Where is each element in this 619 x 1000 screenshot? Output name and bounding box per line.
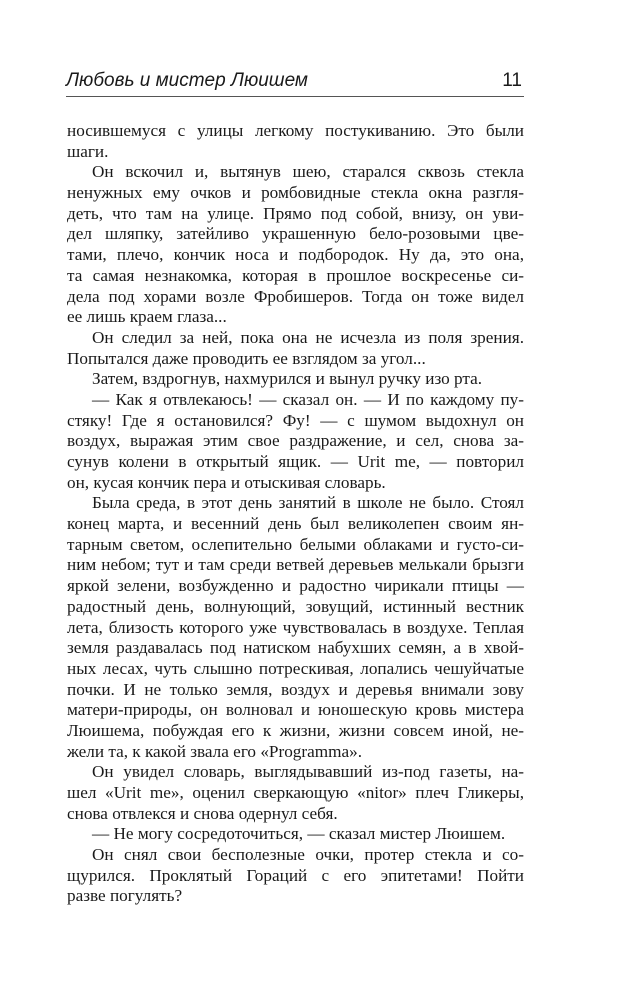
text-line: Он следил за ней, пока она не исчезла из поля зрения.: [92, 327, 524, 347]
text-line: щурился. Проклятый Гораций с его эпитетами! Пойти: [67, 865, 524, 885]
text-line: он, кусая кончик пера и отыскивая словарь.: [67, 472, 386, 492]
text-line: жели та, к какой звала его «Programma».: [67, 741, 362, 761]
text-line: ных лесах, чуть слышно потрескивая, лопались чешуйчатые: [67, 658, 524, 678]
text-line: тарным светом, ослепительно белыми облаками и густо-си-: [67, 534, 524, 554]
running-header: [66, 66, 524, 97]
text-line: разве погулять?: [67, 886, 183, 906]
text-line: стяку! Где я остановился? Фу! — с шумом выдохнул он: [67, 410, 524, 430]
text-line: ненужных ему очков и ромбовидные стекла окна разгля-: [67, 183, 524, 203]
text-line: сунув колени в открытый ящик. — Urit me, — повторил: [67, 452, 524, 471]
text-line: конец марта, и весенний день был великолепен своим ян-: [67, 514, 524, 534]
text-line: ее лишь краем глаза...: [67, 307, 227, 327]
text-line: Попытался даже проводить ее взглядом за угол...: [67, 348, 426, 368]
text-line: ним небом; тут и там среди ветвей деревьев мелькали брызги: [67, 555, 524, 575]
text-line: шел «Urit me», оценил сверкающую «nitor» плеч Гликеры,: [67, 783, 524, 802]
text-line: Люишема, побуждая его к жизни, жизни совсем иной, не-: [67, 720, 524, 740]
text-line: дел шляпку, затейливо украшенную бело-розовыми цве-: [67, 224, 524, 244]
text-line: — Как я отвлекаюсь! — сказал он. — И по каждому пу-: [92, 389, 524, 409]
text-line: воздух, выражая этим свое раздражение, и сел, снова за-: [67, 431, 524, 451]
body-text: [67, 121, 524, 907]
text-line: та самая незнакомка, которая в прошлое воскресенье си-: [67, 265, 524, 285]
page-number: 11: [502, 70, 522, 91]
text-line: матери-природы, он волновал и юношескую кровь мистера: [67, 700, 524, 720]
text-line: дела под хорами возле Фробишеров. Тогда он тоже видел: [67, 286, 524, 306]
text-line: Затем, вздрогнув, нахмурился и вынул ручку изо рта.: [92, 369, 483, 389]
text-line: Была среда, в этот день занятий в школе не было. Стоял: [92, 493, 524, 513]
text-line: шаги.: [67, 141, 109, 161]
text-line: радостный день, волнующий, зовущий, истинный вестник: [67, 596, 524, 616]
text-line: снова отвлекся и снова одернул себя.: [67, 803, 338, 823]
text-line: тами, плечо, кончик носа и подбородок. Ну да, это она,: [67, 245, 524, 265]
text-line: Он снял свои бесполезные очки, протер стекла и со-: [92, 845, 524, 865]
text-line: Он вскочил и, вытянув шею, старался сквозь стекла: [92, 162, 524, 182]
text-line: яркой зелени, возбужденно и радостно чирикали птицы —: [67, 576, 524, 596]
text-line: деть, что там на улице. Прямо под собой, внизу, он уви-: [67, 203, 524, 223]
running-title: Любовь и мистер Люишем: [66, 70, 308, 91]
text-line: носившемуся с улицы легкому постукиванию. Это были: [67, 121, 524, 140]
text-line: земля раздавалась под натиском набухших семян, а в хвой-: [67, 638, 524, 658]
text-line: — Не могу сосредоточиться, — сказал мистер Люишем.: [92, 824, 506, 844]
text-line: почки. И не только земля, воздух и деревья внимали зову: [67, 679, 524, 699]
text-line: Он увидел словарь, выглядывавший из-под газеты, на-: [92, 762, 524, 782]
text-line: лета, близость которого уже чувствовалась в воздухе. Теплая: [67, 617, 524, 637]
